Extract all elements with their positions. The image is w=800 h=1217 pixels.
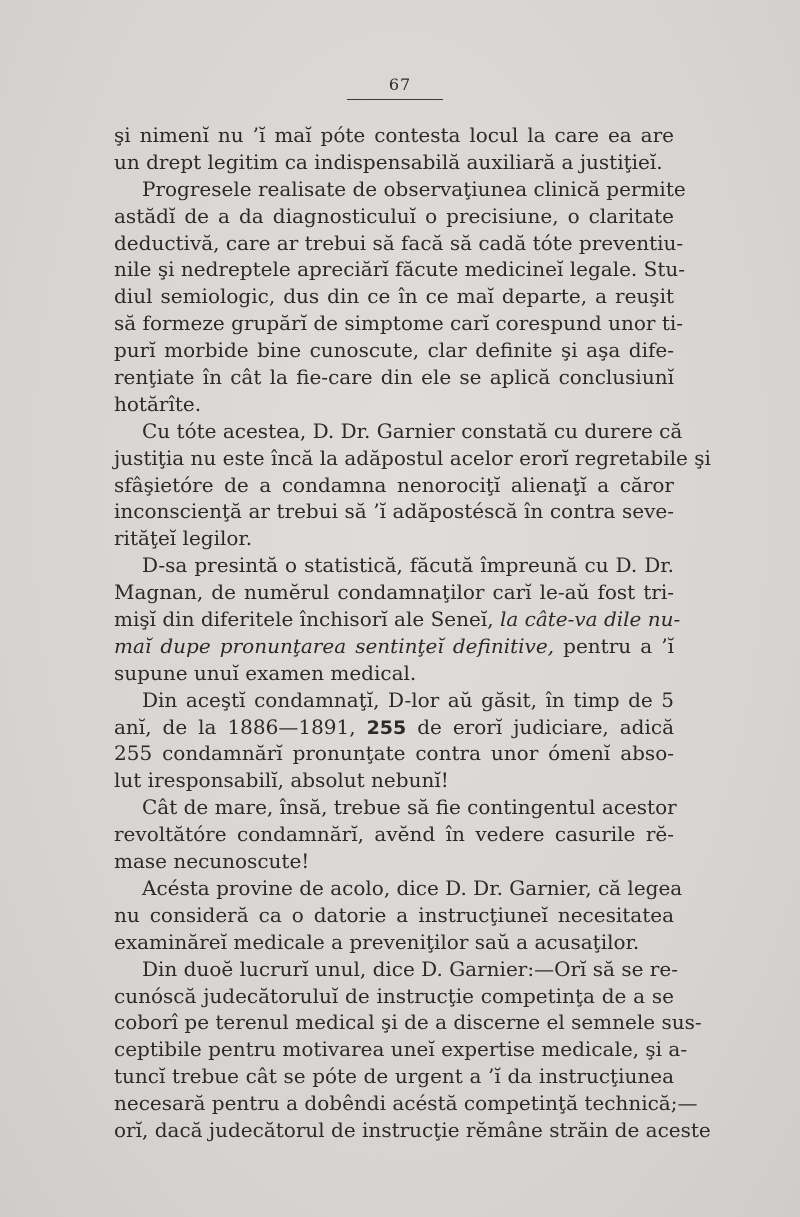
text-line (114, 767, 674, 794)
text-line (114, 230, 684, 257)
text-line (114, 794, 677, 821)
text-line (114, 203, 674, 230)
text-line (114, 1036, 688, 1063)
text-line (114, 606, 681, 633)
line-text: anĭ, de la 1886—1891, (114, 714, 367, 739)
text-line (114, 310, 684, 337)
line-text: nu consideră ca o datorie a instrucţiuneĭ necesitatea (114, 902, 674, 927)
text-line (114, 364, 674, 391)
text-line (114, 740, 674, 767)
italic-text: la câte-va dile nu- (499, 607, 681, 632)
line-text: Cât de mare, însă, trebue să fie contingentul acestor (142, 795, 677, 820)
text-line (114, 1063, 674, 1090)
text-line (114, 1117, 711, 1144)
text-line (114, 498, 674, 525)
line-text: necesară pentru a dobêndi acéstă competinţă technică;— (114, 1091, 698, 1116)
line-text: să formeze grupărĭ de simptome carĭ corespund unor ti- (114, 311, 684, 336)
text-line (114, 956, 678, 983)
line-text: Din aceştĭ condamnaţĭ, D-lor aŭ găsit, în timp de 5 (142, 687, 674, 712)
text-line (114, 579, 674, 606)
text-line (114, 122, 674, 149)
line-text: şi nimenĭ nu ’ĭ maĭ póte contesta locul la care ea are (114, 123, 674, 147)
text-line (114, 337, 674, 364)
line-text: mişĭ din diferitele închisorĭ ale Seneĭ, (114, 607, 500, 632)
text-line (114, 1090, 698, 1117)
body-text (114, 122, 711, 1144)
line-text: coborî pe terenul medical şi de a discerne el semnele sus- (114, 1010, 702, 1035)
line-text: pentru a ’ĭ (554, 633, 674, 658)
text-line (114, 929, 674, 956)
line-text: deductivă, care ar trebui să facă să cadă tóte preventiu- (114, 230, 684, 255)
text-line (114, 472, 674, 499)
line-text: Acésta provine de acolo, dice D. Dr. Garnier, că legea (142, 875, 683, 900)
line-text: purĭ morbide bine cunoscute, clar definite şi aşa dife- (114, 338, 674, 363)
line-text: de erorĭ judiciare, adică (406, 714, 674, 739)
line-text: un drept legitim ca indispensabilă auxiliară a justiţieĭ. (114, 149, 663, 174)
line-text: 255 condamnărĭ pronunţate contra unor ómenĭ abso- (114, 741, 674, 766)
line-text: Din duoĕ lucrurĭ unul, dice D. Garnier:—Orĭ să se re- (142, 956, 678, 981)
text-line (114, 983, 674, 1010)
text-line (114, 418, 683, 445)
italic-text: maĭ dupe pronunţarea sentinţeĭ definitive, (114, 633, 555, 658)
bold-text: 255 (366, 716, 407, 739)
line-text: supune unuĭ examen medical. (114, 660, 417, 685)
line-text: inconscienţă ar trebui să ’ĭ adăpostéscă în contra seve- (114, 499, 674, 524)
line-text: mase necunoscute! (114, 849, 310, 874)
text-line (114, 821, 674, 848)
line-text: ceptibile pentru motivarea uneĭ expertise medicale, şi a- (114, 1037, 688, 1062)
line-text: D-sa presintă o statistică, făcută împreună cu D. Dr. (142, 553, 674, 578)
header-rule (347, 99, 443, 100)
text-line (114, 149, 674, 176)
text-line (114, 633, 674, 660)
line-text: orĭ, dacă judecătorul de instrucţie rĕmâne străin de aceste (114, 1117, 711, 1142)
line-text: examinăreĭ medicale a preveniţilor saŭ a acusaţilor. (114, 929, 640, 954)
line-text: Cu tóte acestea, D. Dr. Garnier constată cu durere că (142, 418, 683, 443)
text-line (114, 525, 674, 552)
line-text: hotărîte. (114, 391, 202, 416)
line-text: revoltătóre condamnărĭ, avĕnd în vedere casurile rĕ- (114, 822, 674, 847)
text-line (114, 1009, 702, 1036)
text-line (114, 875, 683, 902)
text-line (114, 391, 674, 418)
text-line (114, 256, 686, 283)
line-text: nile şi nedreptele apreciărĭ făcute medicineĭ legale. Stu- (114, 257, 686, 282)
text-line (114, 445, 711, 472)
text-line (114, 552, 674, 579)
line-text: renţiate în cât la fie-care din ele se aplică conclusiunĭ (114, 365, 674, 390)
line-text: Progresele realisate de observaţiunea clinică permite (142, 176, 686, 201)
line-text: Magnan, de numĕrul condamnaţilor carĭ le-aŭ fost tri- (114, 580, 674, 605)
line-text: justiţia nu este încă la adăpostul acelor erorĭ regretabile şi (114, 445, 711, 470)
line-text: diul semiologic, dus din ce în ce maĭ departe, a reuşit (114, 284, 674, 309)
text-line (114, 660, 674, 687)
page-number: 67 (388, 75, 412, 94)
text-line (114, 848, 674, 875)
line-text: astădĭ de a da diagnosticuluĭ o precisiune, o claritate (114, 203, 674, 228)
line-text: tuncĭ trebue cât se póte de urgent a ’ĭ da instrucţiunea (114, 1064, 674, 1089)
line-text: rităţeĭ legilor. (114, 526, 253, 551)
text-line (114, 176, 686, 203)
line-text: cunóscă judecătoruluĭ de instrucţie competinţa de a se (114, 983, 674, 1008)
text-line (114, 283, 674, 310)
text-line (114, 714, 674, 741)
line-text: sfâşietóre de a condamna nenorociţĭ alienaţĭ a căror (114, 472, 674, 497)
text-line (114, 902, 674, 929)
line-text: lut iresponsabilĭ, absolut nebunĭ! (114, 768, 449, 793)
text-line (114, 687, 674, 714)
